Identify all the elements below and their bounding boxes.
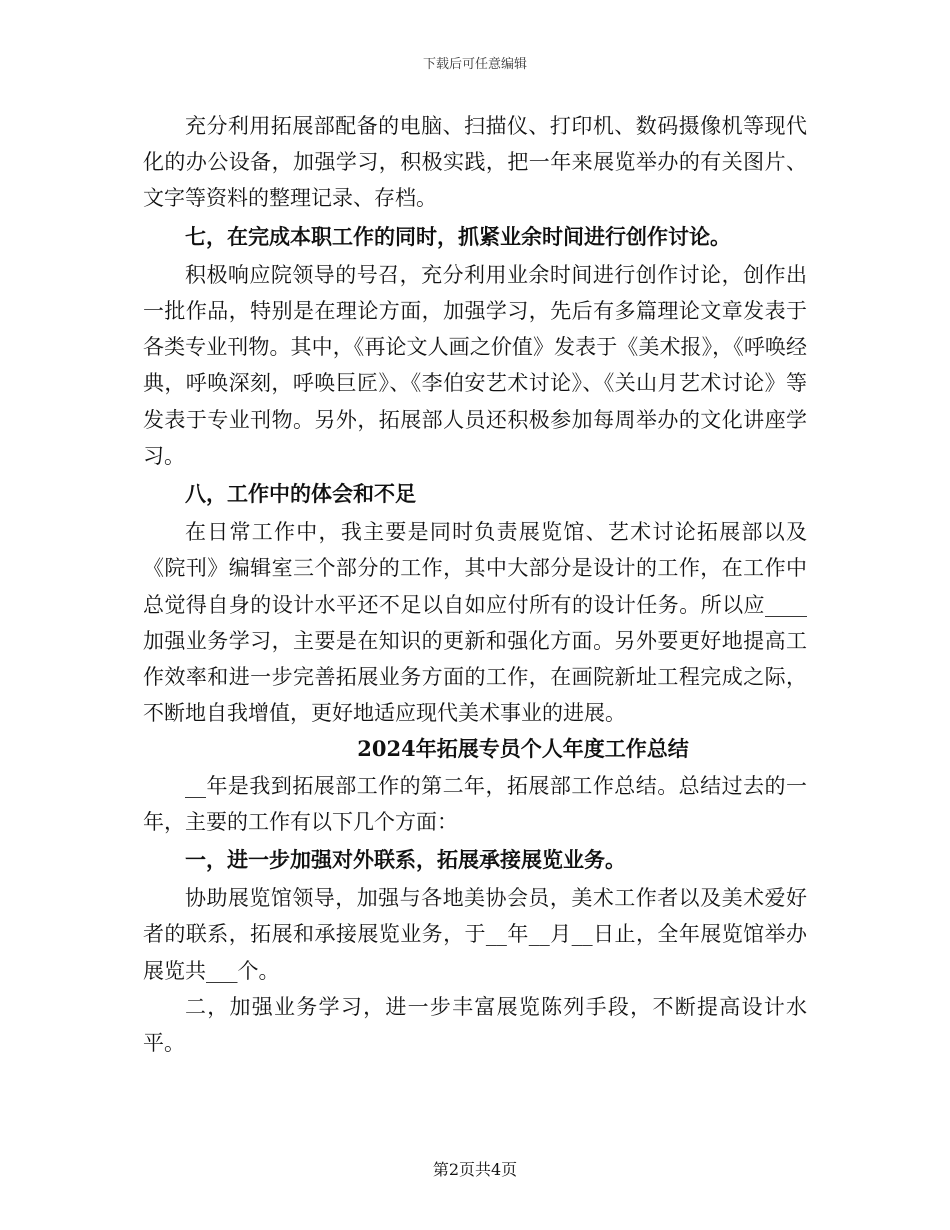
paragraph-office-equipment: 充分利用拓展部配备的电脑、扫描仪、打印机、数码摄像机等现代化的办公设备，加强学习，积极实践，把一年来展览举办的有关图片、文字等资料的整理记录、存档。 bbox=[143, 114, 807, 211]
document-body bbox=[143, 108, 807, 1061]
paragraph-experience-shortcomings: 在日常工作中，我主要是同时负责展览馆、艺术讨论拓展部以及《院刊》编辑室三个部分的工作，其中大部分是设计的工作，在工作中总觉得自身的设计水平还不足以自如应付所有的设计任务。所以应____加强业务学习，主要是在知识的更新和强化方面。另外要更好地提高工作效率和进一步完善拓展业务方面的工作，在画院新址工程完成之际，不断地自我增值，更好地适应现代美术事业的进展。 bbox=[143, 520, 807, 726]
paragraph-creative-research: 积极响应院领导的号召，充分利用业余时间进行创作讨论，创作出一批作品，特别是在理论方面，加强学习，先后有多篇理论文章发表于各类专业刊物。其中，《再论文人画之价值》发表于《美术报》，《呼唤经典，呼唤深刻，呼唤巨匠》、《李伯安艺术讨论》、《关山月艺术讨论》等发表于专业刊物。另外，拓展部人员还积极参加每周举办的文化讲座学习。 bbox=[143, 262, 807, 468]
paragraph-exhibition-business: 协助展览馆领导，加强与各地美协会员，美术工作者以及美术爱好者的联系，拓展和承接展览业务，于__年__月__日止，全年展览馆举办展览共___个。 bbox=[143, 886, 807, 983]
document-title: 2024年拓展专员个人年度工作总结 bbox=[357, 736, 689, 762]
paragraph-study-design: 二，加强业务学习，进一步丰富展览陈列手段，不断提高设计水平。 bbox=[143, 994, 807, 1056]
page-header: 下载后可任意编辑 bbox=[422, 57, 527, 72]
paragraph-intro: __年是我到拓展部工作的第二年，拓展部工作总结。总结过去的一年，主要的工作有以下几个方面： bbox=[143, 773, 807, 834]
section-heading-7: 七，在完成本职工作的同时，抓紧业余时间进行创作讨论。 bbox=[185, 223, 731, 249]
page-footer: 第2页共4页 bbox=[432, 1160, 518, 1179]
section-heading-8: 八，工作中的体会和不足 bbox=[185, 481, 416, 507]
section-heading-1: 一，进一步加强对外联系，拓展承接展览业务。 bbox=[185, 847, 626, 873]
